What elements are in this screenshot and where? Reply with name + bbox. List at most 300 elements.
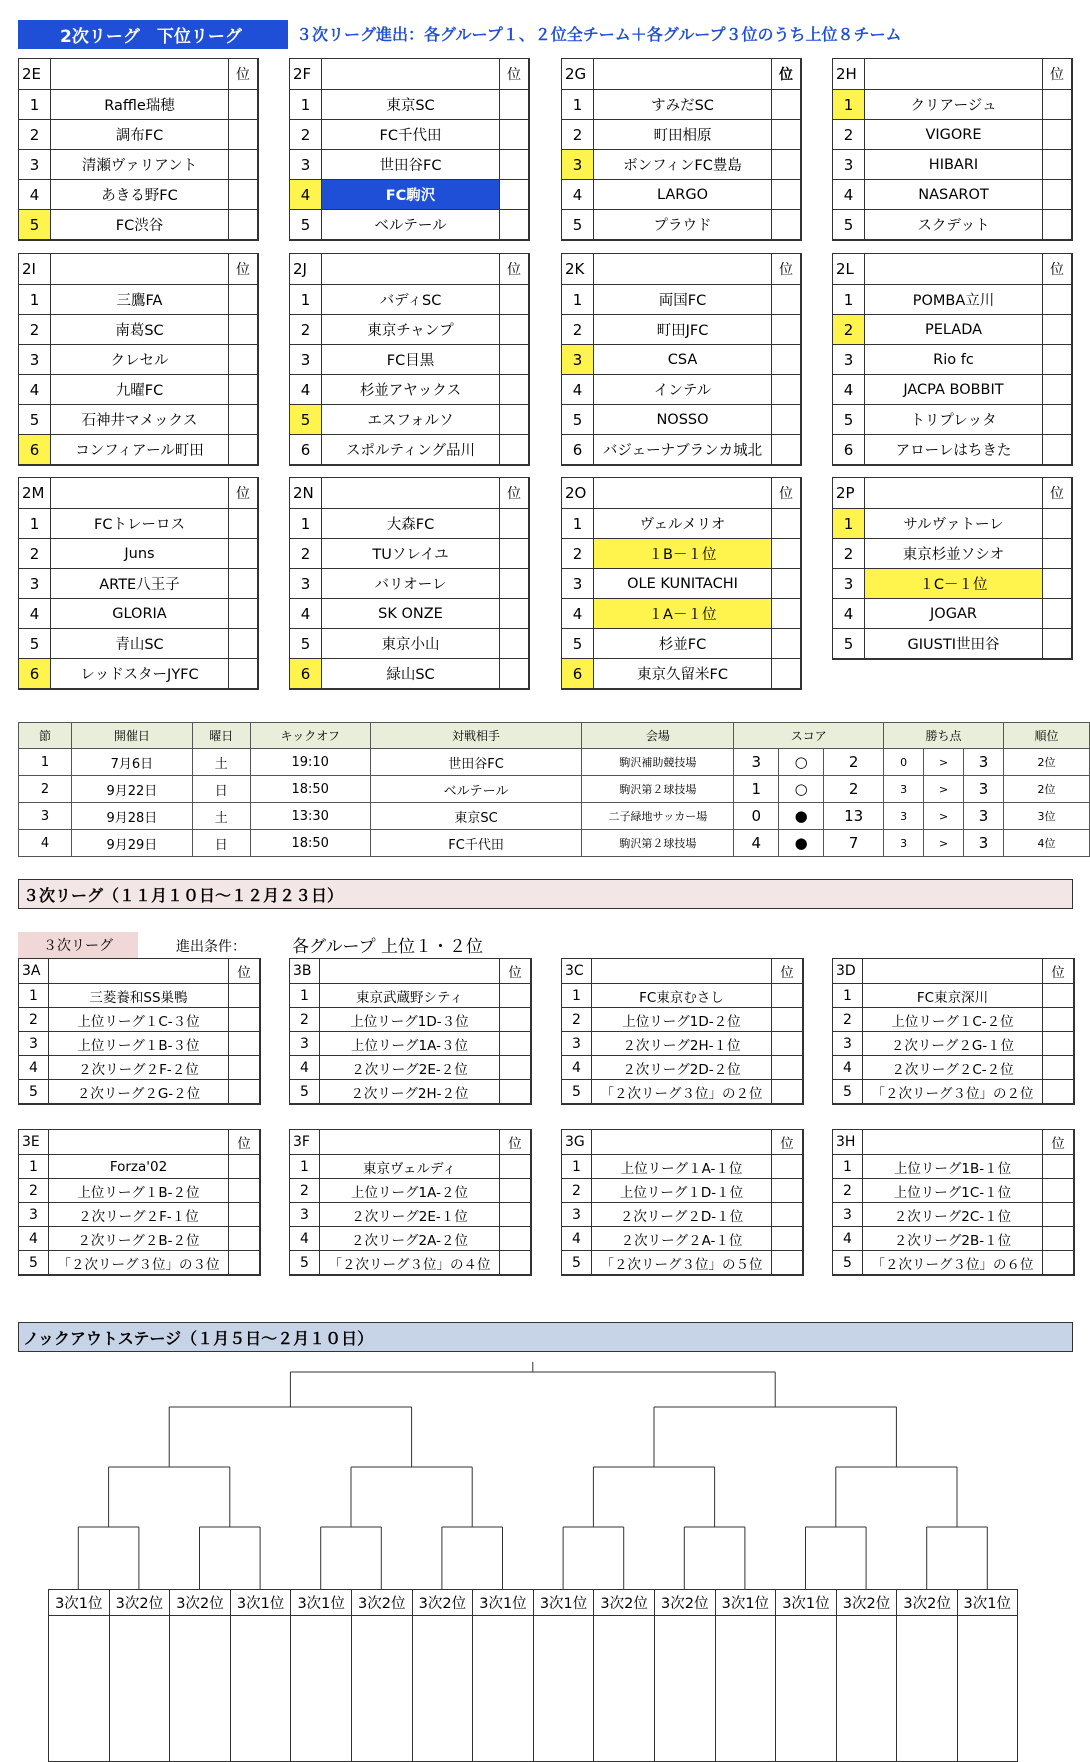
team-name: 杉並FC — [594, 629, 772, 658]
rank-cell — [229, 599, 257, 628]
group-2j — [289, 253, 530, 466]
rank-cell — [229, 375, 257, 404]
team-row — [19, 119, 257, 149]
team-row — [19, 568, 257, 598]
team-row — [833, 628, 1071, 658]
rank-cell — [500, 1251, 530, 1274]
group-id: 2N — [290, 478, 322, 508]
team-row — [833, 1202, 1073, 1226]
seed-number: 4 — [19, 180, 51, 209]
rank-cell — [500, 1155, 530, 1178]
opponent: FC千代田 — [370, 830, 582, 857]
group-id: 3D — [833, 959, 863, 983]
seed-number: 3 — [290, 1203, 320, 1226]
group-header — [833, 478, 1071, 508]
team-row — [562, 149, 800, 179]
seed-number: 1 — [833, 509, 865, 538]
group-header — [290, 959, 530, 983]
team-name: 「２次リーグ３位」の２位 — [863, 1080, 1043, 1103]
team-row — [290, 119, 528, 149]
seed-number: 5 — [19, 405, 51, 434]
seed-number: 5 — [562, 1080, 592, 1103]
team-row — [19, 179, 257, 209]
rank-cell — [500, 1080, 530, 1103]
team-name: HIBARI — [865, 150, 1043, 179]
rank-cell — [229, 90, 257, 119]
knockout-slot-team — [291, 1616, 351, 1762]
rank-cell — [772, 210, 800, 239]
group-header — [562, 959, 802, 983]
advancement-condition-label: 進出条件： — [176, 939, 246, 955]
team-name: ２次リーグ２A-１位 — [592, 1227, 772, 1250]
seed-number: 2 — [290, 315, 322, 344]
advancement-note: ３次リーグ進出：各グループ１、２位全チーム＋各グループ３位のうち上位８チーム — [296, 25, 902, 44]
group-id: 2K — [562, 254, 594, 284]
seed-number: 3 — [290, 569, 322, 598]
team-name: 「２次リーグ３位」の６位 — [863, 1251, 1043, 1274]
rank-header: 位 — [779, 262, 793, 278]
seed-number: 2 — [562, 539, 594, 568]
col-opponent: 対戦相手 — [370, 723, 582, 749]
seed-number: 4 — [290, 1227, 320, 1250]
seed-number: 5 — [562, 405, 594, 434]
rank-cell — [1043, 120, 1071, 149]
rank-cell — [1043, 90, 1071, 119]
group-header-blank — [49, 1130, 229, 1154]
seed-number: 4 — [19, 599, 51, 628]
team-row — [290, 538, 528, 568]
rank-cell — [1043, 1032, 1073, 1055]
team-row — [19, 374, 257, 404]
team-row — [833, 1007, 1073, 1031]
seed-number: 1 — [562, 984, 592, 1007]
seed-number: 3 — [833, 569, 865, 598]
team-name: スクデット — [865, 210, 1043, 239]
points-before: 3 — [884, 830, 924, 857]
team-row — [290, 568, 528, 598]
seed-number: 4 — [290, 1056, 320, 1079]
rank-header: 位 — [236, 67, 250, 83]
team-row — [290, 404, 528, 434]
rank-cell — [772, 599, 800, 628]
rank-cell — [229, 150, 257, 179]
team-name: 上位リーグ１C-２位 — [863, 1008, 1043, 1031]
rank-cell — [772, 509, 800, 538]
col-score: スコア — [734, 723, 884, 749]
col-venue: 会場 — [582, 723, 734, 749]
team-row — [290, 1226, 530, 1250]
seed-number: 2 — [290, 1179, 320, 1202]
rank-cell — [229, 1251, 259, 1274]
team-row — [833, 179, 1071, 209]
team-row — [833, 1154, 1073, 1178]
col-points: 勝ち点 — [884, 723, 1004, 749]
team-row — [19, 434, 257, 464]
team-row — [290, 598, 528, 628]
rank-cell — [772, 1227, 802, 1250]
seed-number: 3 — [290, 150, 322, 179]
knockout-slot-label: 3次2位 — [170, 1589, 230, 1616]
team-name: 上位リーグ１B-２位 — [49, 1179, 229, 1202]
knockout-slot-team — [231, 1616, 291, 1762]
rank-cell — [500, 599, 528, 628]
seed-number: 2 — [19, 1179, 49, 1202]
seed-number: 1 — [19, 90, 51, 119]
team-name: GLORIA — [51, 599, 229, 628]
team-row — [562, 284, 800, 314]
team-name: FC目黒 — [322, 345, 500, 374]
seed-number: 3 — [562, 150, 594, 179]
seed-number: 3 — [562, 569, 594, 598]
team-name: バリオーレ — [322, 569, 500, 598]
rank: 4位 — [1003, 830, 1089, 857]
team-row — [562, 538, 800, 568]
kickoff-time: 18:50 — [250, 776, 370, 803]
team-name: 青山SC — [51, 629, 229, 658]
team-row — [290, 1079, 530, 1103]
rank-cell — [1043, 345, 1071, 374]
rank-header: 位 — [508, 965, 522, 981]
match-date: 9月22日 — [71, 776, 192, 803]
rank-header: 位 — [236, 486, 250, 502]
weekday: 土 — [192, 803, 250, 830]
group-header-blank — [863, 1130, 1043, 1154]
team-row — [19, 628, 257, 658]
points-after: 3 — [964, 830, 1004, 857]
col-weekday: 曜日 — [192, 723, 250, 749]
seed-number: 3 — [562, 345, 594, 374]
seed-number: 5 — [290, 629, 322, 658]
team-row — [833, 568, 1071, 598]
team-name: 東京久留米FC — [594, 659, 772, 688]
rank-cell — [229, 180, 257, 209]
rank-cell — [772, 375, 800, 404]
rank-cell — [229, 659, 257, 688]
team-name: 世田谷FC — [322, 150, 500, 179]
seed-number: 1 — [290, 984, 320, 1007]
seed-number: 4 — [290, 180, 322, 209]
knockout-slot-label: 3次2位 — [352, 1589, 412, 1616]
rank-cell — [500, 150, 528, 179]
knockout-slot-team — [413, 1616, 473, 1762]
schedule-row — [19, 776, 1090, 803]
team-row — [19, 598, 257, 628]
rank-cell — [229, 405, 257, 434]
seed-number: 1 — [19, 509, 51, 538]
knockout-slot-label: 3次2位 — [655, 1589, 715, 1616]
team-name: ２次リーグ2E-１位 — [320, 1203, 500, 1226]
rank-header: 位 — [507, 262, 521, 278]
rank-cell — [772, 1032, 802, 1055]
team-name: OLE KUNITACHI — [594, 569, 772, 598]
group-header — [833, 254, 1071, 284]
knockout-slot-team — [655, 1616, 715, 1762]
group-id: 2G — [562, 59, 594, 89]
group-id: 2F — [290, 59, 322, 89]
knockout-slot-team — [897, 1616, 957, 1762]
round-number: 3 — [19, 803, 72, 830]
team-name: 東京杉並ソシオ — [865, 539, 1043, 568]
knockout-slot-label: 3次1位 — [231, 1589, 291, 1616]
points-arrow: > — [924, 803, 964, 830]
team-name: トリプレッタ — [865, 405, 1043, 434]
group-header — [19, 59, 257, 89]
venue: 駒沢補助競技場 — [582, 749, 734, 776]
rank-cell — [500, 984, 530, 1007]
group-2m — [18, 477, 259, 690]
team-row — [19, 1250, 259, 1274]
seed-number: 1 — [833, 984, 863, 1007]
venue: 駒沢第２球技場 — [582, 776, 734, 803]
rank-cell — [772, 1251, 802, 1274]
seed-number: 2 — [833, 1179, 863, 1202]
group-id: 3A — [19, 959, 49, 983]
group-header — [833, 59, 1071, 89]
team-name: 大森FC — [322, 509, 500, 538]
team-name: 三菱養和SS巣鴨 — [49, 984, 229, 1007]
team-row — [562, 1178, 802, 1202]
rank-cell — [229, 569, 257, 598]
team-name: VIGORE — [865, 120, 1043, 149]
team-row — [562, 598, 800, 628]
seed-number: 3 — [833, 1032, 863, 1055]
group-header — [290, 59, 528, 89]
team-name: スポルティング品川 — [322, 435, 500, 464]
team-name: 上位リーグ1A-２位 — [320, 1179, 500, 1202]
rank-header: 位 — [780, 965, 794, 981]
rank-cell — [500, 1203, 530, 1226]
rank-header: 位 — [1050, 486, 1064, 502]
knockout-slot-label: 3次2位 — [413, 1589, 473, 1616]
group-2k — [561, 253, 802, 466]
rank: 2位 — [1003, 776, 1089, 803]
team-row — [562, 119, 800, 149]
team-row — [833, 1226, 1073, 1250]
venue: 駒沢第２球技場 — [582, 830, 734, 857]
rank-cell — [1043, 210, 1071, 239]
rank-cell — [772, 1008, 802, 1031]
group-3c — [561, 958, 804, 1105]
rank-cell — [772, 405, 800, 434]
team-name: １C－１位 — [865, 569, 1043, 598]
team-name: CSA — [594, 345, 772, 374]
team-name: ２次リーグ2A-２位 — [320, 1227, 500, 1250]
rank-cell — [229, 509, 257, 538]
knockout-slot — [654, 1589, 715, 1762]
seed-number: 5 — [833, 629, 865, 658]
col-date: 開催日 — [71, 723, 192, 749]
rank-cell — [500, 539, 528, 568]
team-name: Raffle瑞穂 — [51, 90, 229, 119]
rank-cell — [772, 539, 800, 568]
group-header-blank — [49, 959, 229, 983]
knockout-slot — [775, 1589, 836, 1762]
knockout-slot-label: 3次1位 — [49, 1589, 109, 1616]
seed-number: 6 — [833, 435, 865, 464]
team-name: 「２次リーグ３位」の２位 — [592, 1080, 772, 1103]
group-header — [19, 254, 257, 284]
seed-number: 2 — [290, 539, 322, 568]
team-row — [562, 179, 800, 209]
team-row — [562, 209, 800, 239]
rank-cell — [500, 435, 528, 464]
group-header-blank — [51, 254, 229, 284]
team-name: ボンフィンFC豊島 — [594, 150, 772, 179]
group-3b — [289, 958, 532, 1105]
group-2g — [561, 58, 802, 241]
team-name: JOGAR — [865, 599, 1043, 628]
knockout-slot — [351, 1589, 412, 1762]
team-row — [562, 983, 802, 1007]
weekday: 日 — [192, 776, 250, 803]
schedule-row — [19, 830, 1090, 857]
seed-number: 1 — [562, 285, 594, 314]
col-kickoff: キックオフ — [250, 723, 370, 749]
team-row — [833, 598, 1071, 628]
team-name: 上位リーグ１D-１位 — [592, 1179, 772, 1202]
knockout-slot-team — [473, 1616, 533, 1762]
team-row — [562, 1031, 802, 1055]
rank-cell — [772, 659, 800, 688]
team-name: アローレはちきた — [865, 435, 1043, 464]
rank-cell — [1043, 629, 1071, 658]
team-row — [19, 89, 257, 119]
seed-number: 4 — [562, 599, 594, 628]
col-round: 節 — [19, 723, 72, 749]
seed-number: 3 — [19, 150, 51, 179]
result-mark: ● — [779, 830, 824, 857]
knockout-slot-label: 3次1位 — [958, 1589, 1017, 1616]
rank-cell — [500, 1227, 530, 1250]
score-home: 3 — [734, 749, 779, 776]
team-row — [19, 149, 257, 179]
team-row — [19, 508, 257, 538]
seed-number: 3 — [19, 1203, 49, 1226]
seed-number: 3 — [833, 345, 865, 374]
seed-number: 6 — [19, 659, 51, 688]
team-name: Rio fc — [865, 345, 1043, 374]
rank-cell — [229, 1008, 259, 1031]
seed-number: 1 — [290, 285, 322, 314]
team-name: ARTE八王子 — [51, 569, 229, 598]
rank-cell — [772, 1056, 802, 1079]
group-id: 3B — [290, 959, 320, 983]
team-row — [562, 1202, 802, 1226]
team-row — [19, 1202, 259, 1226]
rank-cell — [1043, 150, 1071, 179]
seed-number: 4 — [562, 1056, 592, 1079]
team-name: FC東京むさし — [592, 984, 772, 1007]
points-arrow: > — [924, 830, 964, 857]
team-name: SK ONZE — [322, 599, 500, 628]
group-id: 3H — [833, 1130, 863, 1154]
rank-cell — [772, 90, 800, 119]
team-row — [290, 1250, 530, 1274]
team-row — [833, 119, 1071, 149]
seed-number: 3 — [19, 345, 51, 374]
seed-number: 4 — [833, 1056, 863, 1079]
team-name: ２次リーグ２C-２位 — [863, 1056, 1043, 1079]
seed-number: 1 — [833, 1155, 863, 1178]
rank-cell — [1043, 984, 1073, 1007]
seed-number: 5 — [290, 405, 322, 434]
group-header — [562, 254, 800, 284]
team-row — [19, 658, 257, 688]
seed-number: 2 — [833, 1008, 863, 1031]
seed-number: 3 — [290, 1032, 320, 1055]
team-row — [833, 149, 1071, 179]
rank-header: 位 — [508, 1136, 522, 1152]
team-row — [833, 1250, 1073, 1274]
team-row — [19, 209, 257, 239]
team-row — [562, 314, 800, 344]
rank-cell — [772, 1080, 802, 1103]
rank-cell — [1043, 405, 1071, 434]
seed-number: 2 — [562, 120, 594, 149]
group-header — [290, 478, 528, 508]
team-name: FC東京深川 — [863, 984, 1043, 1007]
knockout-slot-team — [534, 1616, 594, 1762]
seed-number: 5 — [19, 1251, 49, 1274]
score-away: 2 — [824, 749, 884, 776]
points-before: 0 — [884, 749, 924, 776]
group-2i — [18, 253, 259, 466]
rank-cell — [1043, 315, 1071, 344]
group-id: 2P — [833, 478, 865, 508]
rank-cell — [229, 629, 257, 658]
group-2h — [832, 58, 1073, 241]
rank-cell — [1043, 1227, 1073, 1250]
team-name: FC渋谷 — [51, 210, 229, 239]
knockout-slot — [412, 1589, 473, 1762]
rank-cell — [500, 1032, 530, 1055]
knockout-slot — [230, 1589, 291, 1762]
team-row — [290, 374, 528, 404]
seed-number: 4 — [562, 180, 594, 209]
seed-number: 2 — [19, 120, 51, 149]
seed-number: 3 — [19, 569, 51, 598]
team-name: TUソレイユ — [322, 539, 500, 568]
team-row — [562, 628, 800, 658]
team-name: 九曜FC — [51, 375, 229, 404]
group-3d — [832, 958, 1075, 1105]
knockout-slot-team — [110, 1616, 170, 1762]
seed-number: 5 — [833, 210, 865, 239]
group-2p — [832, 477, 1073, 660]
rank-cell — [229, 1179, 259, 1202]
knockout-section-title: ノックアウトステージ（１月５日～２月１０日） — [18, 1322, 1073, 1352]
seed-number: 6 — [562, 435, 594, 464]
points-after: 3 — [964, 776, 1004, 803]
team-name: ２次リーグ２F-１位 — [49, 1203, 229, 1226]
team-name: ２次リーグ２G-１位 — [863, 1032, 1043, 1055]
team-row — [19, 1178, 259, 1202]
rank-header: 位 — [1051, 965, 1065, 981]
team-row — [19, 983, 259, 1007]
knockout-slot-label: 3次1位 — [776, 1589, 836, 1616]
rank-header: 位 — [1051, 1136, 1065, 1152]
group-id: 2L — [833, 254, 865, 284]
team-row — [833, 284, 1071, 314]
rank-cell — [1043, 1155, 1073, 1178]
rank-header: 位 — [1050, 262, 1064, 278]
group-2f — [289, 58, 530, 241]
seed-number: 2 — [290, 1008, 320, 1031]
team-name: １B－１位 — [594, 539, 772, 568]
group-header — [562, 478, 800, 508]
knockout-slot-label: 3次2位 — [110, 1589, 170, 1616]
seed-number: 1 — [19, 984, 49, 1007]
